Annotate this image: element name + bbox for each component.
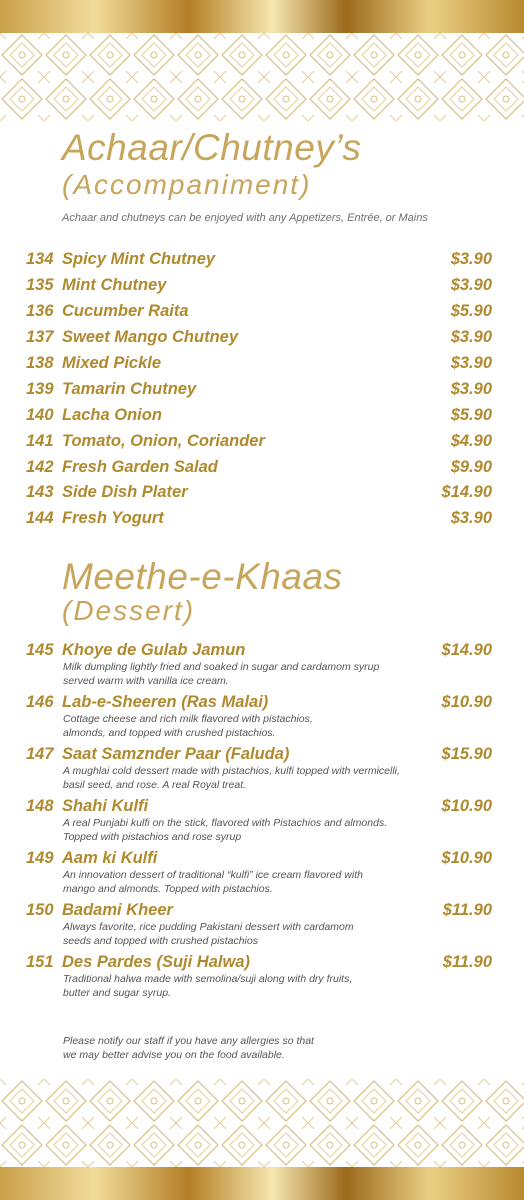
item-number: 146 [26,693,54,711]
item-name: Mixed Pickle [62,354,162,372]
section-title-meethe: Meethe-e-Khaas [62,556,343,597]
item-price: $3.90 [450,509,492,528]
item-number: 137 [26,328,54,347]
item-number: 149 [26,849,54,867]
item-price: $14.90 [441,483,492,502]
item-description: A mughlai cold dessert made with pistachios, kulfi topped with vermicelli, basil seed, and rose. A real Royal treat. [63,765,400,791]
item-name: Saat Samznder Paar (Faluda) [62,745,290,763]
item-price: $5.90 [450,302,492,321]
item-price: $11.90 [442,901,492,919]
item-description: Traditional halwa made with semolina/suji along with dry fruits, butter and sugar syrup. [63,973,353,999]
achaar-note: Achaar and chutneys can be enjoyed with any Appetizers, Entrée, or Mains [62,212,428,224]
menu-item [26,273,492,299]
item-price: $3.90 [450,276,492,295]
item-name: Tamarin Chutney [62,379,197,398]
item-name: Khoye de Gulab Jamun [62,641,246,659]
dessert-menu-list [26,640,492,1004]
item-name: Spicy Mint Chutney [62,250,216,269]
menu-item [26,376,492,402]
item-name: Side Dish Plater [62,483,188,502]
item-price: $9.90 [450,457,492,476]
item-name: Aam ki Kulfi [62,849,158,867]
bottom-gold-band [0,1167,524,1200]
item-name: Lab-e-Sheeren (Ras Malai) [62,693,269,711]
achaar-menu-list [26,247,492,532]
item-name: Cucumber Raita [62,302,189,321]
item-name: Tomato, Onion, Coriander [62,431,265,450]
menu-item [26,351,492,377]
menu-item [26,247,492,273]
item-name: Sweet Mango Chutney [62,328,239,347]
dessert-item [26,952,492,1004]
item-number: 139 [26,379,54,398]
top-ornament-pattern [0,33,524,121]
bottom-ornament-pattern [0,1079,524,1167]
item-name: Shahi Kulfi [62,797,149,815]
item-name: Mint Chutney [62,276,167,295]
item-price: $3.90 [450,250,492,269]
item-number: 135 [26,276,54,295]
item-description: Cottage cheese and rich milk flavored with pistachios, almonds, and topped with crushed pistachios. [63,713,313,739]
item-description: An innovation dessert of traditional “kulfi” ice cream flavored with mango and almonds. Topped with pistachios. [63,869,363,895]
item-number: 142 [26,457,54,476]
menu-item [26,325,492,351]
item-number: 136 [26,302,54,321]
allergy-notice: Please notify our staff if you have any allergies so that we may better advise you on the food available. [63,1035,314,1061]
item-name: Fresh Garden Salad [62,457,218,476]
item-name: Fresh Yogurt [62,509,164,528]
menu-item [26,402,492,428]
menu-item [26,454,492,480]
item-price: $14.90 [441,641,492,659]
item-price: $10.90 [441,797,492,815]
item-number: 151 [26,953,54,971]
item-name: Badami Kheer [62,901,173,919]
item-number: 145 [26,641,54,659]
menu-item [26,428,492,454]
item-description: Always favorite, rice pudding Pakistani dessert with cardamom seeds and topped with crushed pistachios [63,921,354,947]
dessert-item [26,848,492,900]
item-price: $3.90 [450,328,492,347]
item-number: 144 [26,509,54,528]
dessert-item [26,744,492,796]
dessert-item [26,900,492,952]
item-price: $15.90 [441,745,492,763]
dessert-item [26,796,492,848]
menu-item [26,480,492,506]
item-price: $10.90 [441,849,492,867]
item-description: A real Punjabi kulfi on the stick, flavored with Pistachios and almonds. Topped with pistachios and rose syrup [63,817,388,843]
menu-item [26,299,492,325]
item-number: 138 [26,354,54,372]
item-number: 141 [26,431,54,450]
item-number: 143 [26,483,54,502]
item-number: 140 [26,405,54,424]
menu-item [26,506,492,532]
item-number: 134 [26,250,54,269]
item-price: $3.90 [450,379,492,398]
section-subtitle-accompaniment: (Accompaniment) [62,169,312,200]
dessert-item [26,640,492,692]
item-number: 147 [26,745,54,763]
section-title-achaar: Achaar/Chutney’s [62,127,362,168]
top-gold-band [0,0,524,33]
item-number: 148 [26,797,54,815]
item-price: $3.90 [450,354,492,372]
dessert-item [26,692,492,744]
item-price: $5.90 [450,405,492,424]
item-price: $4.90 [450,431,492,450]
item-description: Milk dumpling lightly fried and soaked in sugar and cardamom syrup served warm with vanilla ice cream. [63,661,380,687]
item-name: Des Pardes (Suji Halwa) [62,953,250,971]
item-number: 150 [26,901,54,919]
section-subtitle-dessert: (Dessert) [62,595,196,626]
item-name: Lacha Onion [62,405,162,424]
item-price: $10.90 [441,693,492,711]
item-price: $11.90 [442,953,492,971]
